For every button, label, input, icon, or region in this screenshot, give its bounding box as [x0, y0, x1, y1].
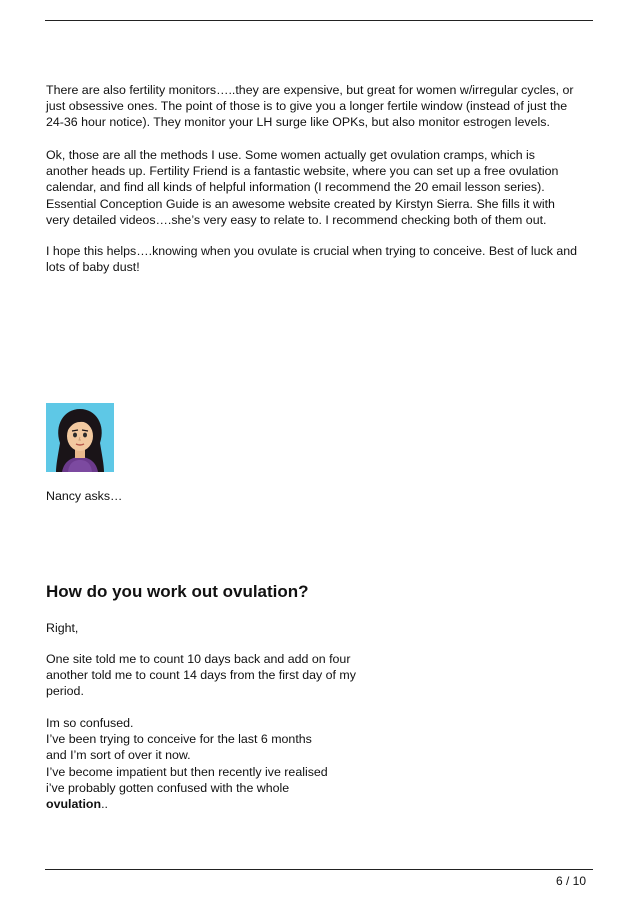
- text-line: I’ve been trying to conceive for the last 6 months: [46, 732, 312, 747]
- question-heading: How do you work out ovulation?: [46, 582, 309, 601]
- page-number: 6 / 10: [555, 874, 586, 888]
- text-line: I hope this helps….knowing when you ovulate is crucial when trying to conceive. Best of luck and: [46, 244, 578, 258]
- footer-rule: [45, 869, 593, 870]
- text-line: another heads up. Fertility Friend is a fantastic website, where you can set up a free ovulation: [46, 164, 559, 179]
- text-line: another told me to count 14 days from the first day of my: [46, 668, 356, 683]
- asker-label: Nancy asks…: [46, 489, 123, 503]
- text-line: I’ve become impatient but then recently ive realised: [46, 764, 328, 779]
- text-line: [46, 796, 466, 812]
- paragraph-methods: [46, 147, 606, 228]
- question-paragraph: [46, 715, 466, 812]
- text-line: and I’m sort of over it now.: [46, 748, 191, 763]
- text-line: lots of baby dust!: [46, 260, 140, 275]
- text-line: calendar, and find all kinds of helpful information (I recommend the 20 email lesson series).: [46, 180, 545, 195]
- question-paragraph: [46, 651, 466, 700]
- text-line: period.: [46, 684, 84, 699]
- bold-keyword: ovulation: [46, 797, 102, 812]
- paragraph-fertility-monitors: [46, 82, 606, 131]
- text-line: Right,: [46, 621, 79, 635]
- text-line: Im so confused.: [46, 716, 134, 730]
- text-line: One site told me to count 10 days back and add on four: [46, 652, 351, 666]
- text-line: i’ve probably gotten confused with the whole: [46, 780, 290, 795]
- text-line: Ok, those are all the methods I use. Some women actually get ovulation cramps, which is: [46, 148, 535, 162]
- cartoon-woman-avatar-icon: [46, 403, 114, 472]
- paragraph-closing: [46, 243, 606, 275]
- text-line: very detailed videos….she’s very easy to relate to. I recommend checking both of them out.: [46, 212, 547, 227]
- text-tail: ..: [101, 797, 108, 812]
- text-line: There are also fertility monitors…..they are expensive, but great for women w/irregular cycles, or: [46, 83, 574, 97]
- question-paragraph: [46, 620, 466, 636]
- header-rule: [45, 20, 593, 21]
- text-line: Essential Conception Guide is an awesome website created by Kirstyn Sierra. She fills it with: [46, 196, 555, 211]
- text-line: just obsessive ones. The point of those is to give you a longer fertile window (instead of just the: [46, 99, 568, 114]
- text-line: 24-36 hour notice). They monitor your LH surge like OPKs, but also monitor estrogen levels.: [46, 115, 550, 130]
